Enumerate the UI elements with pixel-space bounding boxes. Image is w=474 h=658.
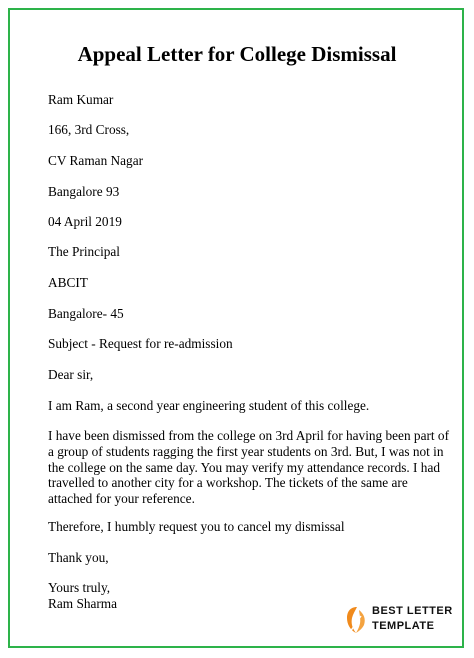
- sender-name: Ram Kumar: [48, 92, 114, 107]
- letter-title: Appeal Letter for College Dismissal: [77, 42, 397, 66]
- brand-logo: [346, 604, 456, 638]
- body-paragraph-3: Therefore, I humbly request you to cancel my dismissal: [48, 519, 345, 534]
- logo-text: [372, 604, 453, 634]
- sender-address-line1: 166, 3rd Cross,: [48, 122, 130, 137]
- body-paragraph-2-line: I have been dismissed from the college on 3rd April for having been part of: [48, 428, 450, 443]
- body-paragraph-1: I am Ram, a second year engineering student of this college.: [48, 398, 370, 413]
- signer-name: Ram Sharma: [48, 596, 118, 611]
- salutation: Dear sir,: [48, 367, 94, 382]
- logo-text-line1: BEST LETTER: [372, 605, 453, 617]
- recipient-city: Bangalore- 45: [48, 306, 124, 321]
- letter-date: 04 April 2019: [48, 214, 122, 229]
- body-paragraph-2: [48, 428, 450, 507]
- body-paragraph-2-line: a group of students ragging the first year students on 3rd. But, I was not in: [48, 443, 444, 459]
- sender-city: Bangalore 93: [48, 184, 120, 199]
- body-paragraph-2-line: attached for your reference.: [48, 491, 195, 507]
- sender-address-line2: CV Raman Nagar: [48, 153, 144, 168]
- body-paragraph-2-line: travelled to another city for a workshop. The tickets of the same are: [48, 475, 408, 491]
- recipient-title: The Principal: [48, 244, 121, 259]
- quill-pen-icon: [346, 606, 368, 634]
- subject-line: Subject - Request for re-admission: [48, 336, 233, 351]
- closing-signoff: Yours truly,: [48, 580, 111, 595]
- closing-thanks: Thank you,: [48, 550, 109, 565]
- recipient-org: ABCIT: [48, 275, 88, 290]
- logo-text-line2: TEMPLATE: [372, 620, 435, 632]
- body-paragraph-2-line: the college on the same day. You may verify my attendance records. I had: [48, 459, 441, 475]
